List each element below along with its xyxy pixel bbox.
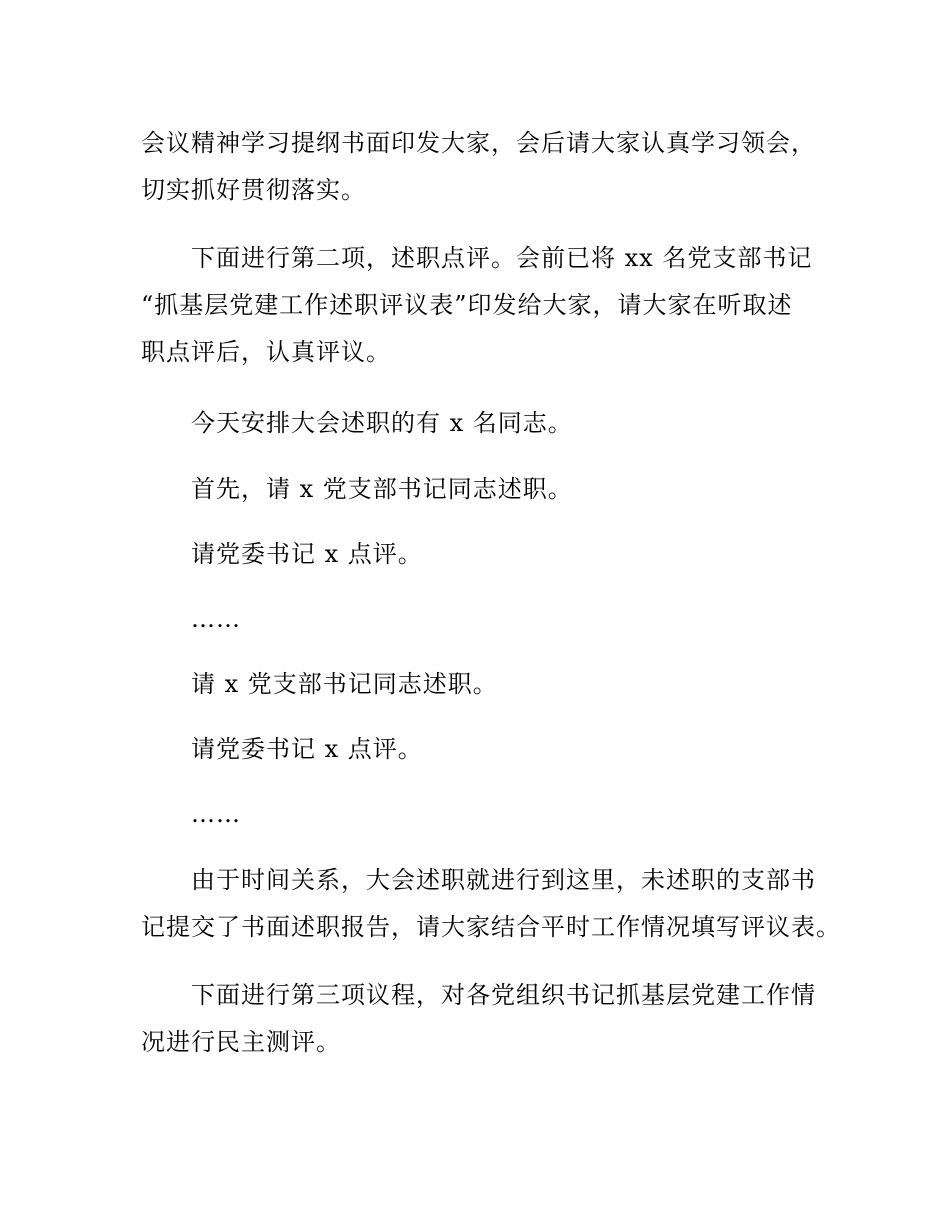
paragraph-ellipsis	[141, 596, 831, 643]
paragraph-speakers-count	[141, 400, 831, 447]
paragraph-item-three-evaluation	[141, 972, 831, 1066]
paragraph-continuation	[141, 120, 831, 214]
text-line: 记提交了书面述职报告，请大家结合平时工作情况填写评议表。	[141, 913, 841, 941]
text-line: 今天安排大会述职的有 x 名同志。	[191, 409, 573, 437]
text-line: 请党委书记 x 点评。	[191, 540, 423, 568]
paragraph-time-limit	[141, 857, 841, 951]
paragraph-comment	[141, 726, 831, 773]
text-line: 职点评后，认真评议。	[141, 338, 391, 366]
text-line: “抓基层党建工作述职评议表”印发给大家，请大家在听取述	[141, 291, 793, 319]
text-line: ……	[191, 605, 241, 633]
text-line: 请 x 党支部书记同志述职。	[191, 670, 498, 698]
paragraph-item-two-review	[141, 235, 831, 376]
paragraph-next-speaker	[141, 661, 831, 708]
paragraph-first-speaker	[141, 466, 831, 513]
text-line: 下面进行第二项，述职点评。会前已将 xx 名党支部书记	[191, 244, 813, 272]
text-line: 况进行民主测评。	[141, 1028, 341, 1056]
paragraph-comment	[141, 531, 831, 578]
text-line: 请党委书记 x 点评。	[191, 735, 423, 763]
text-line: 会议精神学习提纲书面印发大家，会后请大家认真学习领会，	[141, 129, 816, 157]
text-line: 切实抓好贯彻落实。	[141, 176, 366, 204]
text-line: 由于时间关系，大会述职就进行到这里，未述职的支部书	[191, 866, 816, 894]
paragraph-ellipsis	[141, 791, 831, 838]
text-line: ……	[191, 800, 241, 828]
text-line: 下面进行第三项议程，对各党组织书记抓基层党建工作情	[191, 981, 816, 1009]
text-line: 首先，请 x 党支部书记同志述职。	[191, 475, 573, 503]
